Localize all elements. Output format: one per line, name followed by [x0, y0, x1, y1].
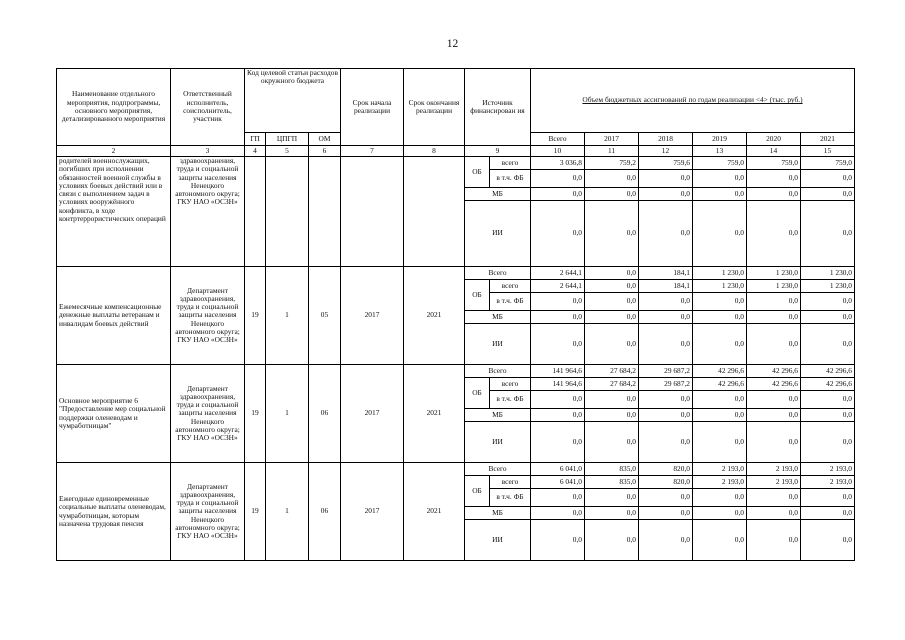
source-total-label: Всего [465, 267, 531, 280]
value-cell: 0,0 [585, 489, 639, 507]
value-cell: 0,0 [747, 324, 801, 365]
value-cell: 6 041,0 [531, 476, 585, 489]
value-cell: 0,0 [639, 324, 693, 365]
value-cell: 0,0 [693, 311, 747, 324]
executor: Департамент здравоохранения, труда и социальной защиты населения Ненецкого автономного округа; ГКУ НАО «ОСЗН» [171, 267, 245, 365]
value-cell: 759,2 [585, 157, 639, 170]
header-start-column: Срок начала реализации [341, 69, 404, 146]
value-cell: 0,0 [693, 293, 747, 311]
value-cell: 42 296,6 [801, 378, 855, 391]
value-cell: 42 296,6 [747, 365, 801, 378]
value-cell: 0,0 [531, 311, 585, 324]
value-cell: 0,0 [801, 170, 855, 188]
value-cell: 0,0 [531, 507, 585, 520]
value-cell: 0,0 [531, 324, 585, 365]
column-number: 4 [245, 146, 266, 157]
source-ii-label: ИИ [465, 324, 531, 365]
value-cell: 2 193,0 [747, 463, 801, 476]
value-cell: 0,0 [639, 489, 693, 507]
value-cell: 1 230,0 [693, 280, 747, 293]
value-cell: 0,0 [639, 188, 693, 201]
start-year: 2017 [341, 267, 404, 365]
value-cell: 0,0 [801, 188, 855, 201]
value-cell: 0,0 [747, 422, 801, 463]
source-vsego-label: всего [490, 280, 531, 293]
code-cpgp: 1 [266, 365, 309, 463]
end-year: 2021 [404, 463, 465, 561]
value-cell: 0,0 [801, 520, 855, 561]
value-cell: 1 230,0 [801, 280, 855, 293]
code-cpgp: 1 [266, 267, 309, 365]
value-cell: 0,0 [585, 311, 639, 324]
value-cell: 0,0 [801, 507, 855, 520]
source-ob-label: ОБ [465, 280, 490, 311]
column-number: 8 [404, 146, 465, 157]
value-cell: 0,0 [531, 422, 585, 463]
value-cell: 2 193,0 [801, 476, 855, 489]
value-cell: 27 684,2 [585, 365, 639, 378]
header-year-5: 2021 [801, 133, 855, 146]
value-cell: 0,0 [801, 293, 855, 311]
value-cell: 0,0 [531, 170, 585, 188]
value-cell: 0,0 [693, 391, 747, 409]
column-number: 5 [266, 146, 309, 157]
source-vsego-label: всего [490, 157, 531, 170]
value-cell: 42 296,6 [801, 365, 855, 378]
value-cell: 0,0 [531, 520, 585, 561]
source-mb-label: МБ [465, 507, 531, 520]
value-cell: 0,0 [531, 201, 585, 267]
value-cell: 820,0 [639, 476, 693, 489]
value-cell: 0,0 [531, 188, 585, 201]
value-cell: 0,0 [639, 507, 693, 520]
value-cell: 0,0 [693, 507, 747, 520]
column-number: 11 [585, 146, 639, 157]
value-cell: 2 193,0 [693, 463, 747, 476]
value-cell: 0,0 [747, 188, 801, 201]
value-cell: 0,0 [585, 188, 639, 201]
value-cell: 0,0 [693, 422, 747, 463]
value-cell: 2 193,0 [801, 463, 855, 476]
code-om: 06 [309, 463, 341, 561]
value-cell: 835,0 [585, 476, 639, 489]
value-cell: 0,0 [585, 391, 639, 409]
code-gp: 19 [245, 365, 266, 463]
value-cell: 0,0 [639, 311, 693, 324]
value-cell: 29 687,2 [639, 365, 693, 378]
source-fb-label: в т.ч. ФБ [490, 293, 531, 311]
value-cell: 0,0 [639, 293, 693, 311]
value-cell: 2 193,0 [747, 476, 801, 489]
column-number: 9 [465, 146, 531, 157]
activity-name: Ежемесячные компенсационные денежные выплаты ветеранам и инвалидам боевых действий [57, 267, 171, 365]
value-cell: 0,0 [639, 170, 693, 188]
code-gp [245, 157, 266, 267]
value-cell: 0,0 [747, 520, 801, 561]
source-mb-label: МБ [465, 311, 531, 324]
code-cpgp: 1 [266, 463, 309, 561]
value-cell: 0,0 [693, 188, 747, 201]
value-cell: 759,6 [639, 157, 693, 170]
source-ii-label: ИИ [465, 201, 531, 267]
value-cell: 0,0 [801, 201, 855, 267]
source-fb-label: в т.ч. ФБ [490, 489, 531, 507]
value-cell: 0,0 [585, 520, 639, 561]
value-cell: 42 296,6 [693, 378, 747, 391]
value-cell: 2 644,1 [531, 280, 585, 293]
header-code-column: Код целевой статьи расходов окружного бюджета [245, 69, 341, 133]
value-cell: 141 964,6 [531, 378, 585, 391]
code-cpgp [266, 157, 309, 267]
source-ii-label: ИИ [465, 422, 531, 463]
activity-name: Ежегодные единовременные социальные выплаты оленеводам, чумработницам, которым назначена трудовая пенсия [57, 463, 171, 561]
activity-name: родителей военнослужащих, погибших при исполнении обязанностей военной службы в условиях боевых действий или в связи с выполнением задач в условиях вооружённого конфликта, в ходе контртеррористических операций [57, 157, 171, 267]
value-cell: 0,0 [585, 170, 639, 188]
activity-name: Основное мероприятие 6 "Предоставление мер социальной поддержки оленеводам и чумработницам" [57, 365, 171, 463]
header-code-gp: ГП [245, 133, 266, 146]
value-cell: 0,0 [531, 293, 585, 311]
value-cell: 0,0 [747, 311, 801, 324]
source-vsego-label: всего [490, 476, 531, 489]
value-cell: 0,0 [585, 324, 639, 365]
header-year-4: 2020 [747, 133, 801, 146]
budget-table [56, 68, 855, 561]
header-volume-column: Объем бюджетных ассигнований по годам реализации <4> (тыс. руб.) [531, 69, 855, 133]
value-cell: 0,0 [693, 170, 747, 188]
table-row [57, 365, 855, 378]
header-end-column: Срок окончания реализации [404, 69, 465, 146]
value-cell: 0,0 [693, 489, 747, 507]
value-cell: 0,0 [531, 409, 585, 422]
code-om: 06 [309, 365, 341, 463]
column-number: 13 [693, 146, 747, 157]
value-cell: 0,0 [585, 293, 639, 311]
executor: здравоохранения, труда и социальной защиты населения Ненецкого автономного округа; ГКУ НАО «ОСЗН» [171, 157, 245, 267]
value-cell: 184,1 [639, 280, 693, 293]
source-vsego-label: всего [490, 378, 531, 391]
value-cell: 0,0 [801, 324, 855, 365]
column-number: 3 [171, 146, 245, 157]
value-cell: 0,0 [531, 391, 585, 409]
value-cell: 0,0 [747, 201, 801, 267]
value-cell: 0,0 [693, 324, 747, 365]
executor: Департамент здравоохранения, труда и социальной защиты населения Ненецкого автономного округа; ГКУ НАО «ОСЗН» [171, 463, 245, 561]
column-number: 12 [639, 146, 693, 157]
header-year-1: 2017 [585, 133, 639, 146]
value-cell: 27 684,2 [585, 378, 639, 391]
source-ob-label: ОБ [465, 476, 490, 507]
value-cell: 0,0 [639, 409, 693, 422]
value-cell: 2 644,1 [531, 267, 585, 280]
header-year-0: Всего [531, 133, 585, 146]
value-cell: 0,0 [585, 422, 639, 463]
header-code-om: ОМ [309, 133, 341, 146]
source-total-label: Всего [465, 365, 531, 378]
value-cell: 42 296,6 [747, 378, 801, 391]
value-cell: 0,0 [747, 293, 801, 311]
value-cell: 0,0 [801, 311, 855, 324]
start-year [341, 157, 404, 267]
value-cell: 0,0 [747, 170, 801, 188]
value-cell: 184,1 [639, 267, 693, 280]
source-fb-label: в т.ч. ФБ [490, 391, 531, 409]
value-cell: 0,0 [585, 201, 639, 267]
code-gp: 19 [245, 267, 266, 365]
value-cell: 0,0 [585, 267, 639, 280]
value-cell: 0,0 [747, 391, 801, 409]
value-cell: 0,0 [801, 422, 855, 463]
executor: Департамент здравоохранения, труда и социальной защиты населения Ненецкого автономного округа; ГКУ НАО «ОСЗН» [171, 365, 245, 463]
column-number: 6 [309, 146, 341, 157]
column-number: 7 [341, 146, 404, 157]
column-number: 2 [57, 146, 171, 157]
value-cell: 2 193,0 [693, 476, 747, 489]
code-om: 05 [309, 267, 341, 365]
value-cell: 1 230,0 [693, 267, 747, 280]
source-fb-label: в т.ч. ФБ [490, 170, 531, 188]
header-year-2: 2018 [639, 133, 693, 146]
value-cell: 0,0 [639, 391, 693, 409]
header-year-3: 2019 [693, 133, 747, 146]
code-gp: 19 [245, 463, 266, 561]
value-cell: 42 296,6 [693, 365, 747, 378]
source-mb-label: МБ [465, 409, 531, 422]
value-cell: 1 230,0 [747, 280, 801, 293]
value-cell: 0,0 [801, 489, 855, 507]
start-year: 2017 [341, 463, 404, 561]
value-cell: 0,0 [585, 507, 639, 520]
header-name-column: Наименование отдельного мероприятия, подпрограммы, основного мероприятия, детализированного мероприятия [57, 69, 171, 146]
table-row [57, 267, 855, 280]
code-om [309, 157, 341, 267]
start-year: 2017 [341, 365, 404, 463]
value-cell: 0,0 [585, 409, 639, 422]
value-cell: 3 036,8 [531, 157, 585, 170]
end-year [404, 157, 465, 267]
value-cell: 0,0 [747, 409, 801, 422]
value-cell: 0,0 [801, 409, 855, 422]
value-cell: 759,0 [801, 157, 855, 170]
value-cell: 0,0 [639, 201, 693, 267]
column-number: 15 [801, 146, 855, 157]
table-row [57, 157, 855, 170]
source-total-label: Всего [465, 463, 531, 476]
page-number: 12 [446, 38, 459, 50]
source-ob-label: ОБ [465, 378, 490, 409]
source-ii-label: ИИ [465, 520, 531, 561]
column-number: 10 [531, 146, 585, 157]
value-cell: 759,0 [693, 157, 747, 170]
source-ob-label: ОБ [465, 157, 490, 188]
value-cell: 1 230,0 [747, 267, 801, 280]
value-cell: 0,0 [639, 422, 693, 463]
source-mb-label: МБ [465, 188, 531, 201]
value-cell: 141 964,6 [531, 365, 585, 378]
value-cell: 6 041,0 [531, 463, 585, 476]
value-cell: 1 230,0 [801, 267, 855, 280]
value-cell: 0,0 [747, 489, 801, 507]
header-executor-column: Ответственный исполнитель, соисполнитель, участник [171, 69, 245, 146]
value-cell: 29 687,2 [639, 378, 693, 391]
value-cell: 0,0 [747, 507, 801, 520]
value-cell: 0,0 [693, 520, 747, 561]
value-cell: 0,0 [585, 280, 639, 293]
end-year: 2021 [404, 365, 465, 463]
value-cell: 0,0 [801, 391, 855, 409]
value-cell: 0,0 [693, 409, 747, 422]
header-source-column: Источник финансирован ия [465, 69, 531, 146]
value-cell: 835,0 [585, 463, 639, 476]
value-cell: 0,0 [693, 201, 747, 267]
value-cell: 820,0 [639, 463, 693, 476]
column-number: 14 [747, 146, 801, 157]
header-code-cpgp: ЦПГП [266, 133, 309, 146]
table-row [57, 463, 855, 476]
end-year: 2021 [404, 267, 465, 365]
value-cell: 0,0 [639, 520, 693, 561]
value-cell: 0,0 [531, 489, 585, 507]
value-cell: 759,0 [747, 157, 801, 170]
